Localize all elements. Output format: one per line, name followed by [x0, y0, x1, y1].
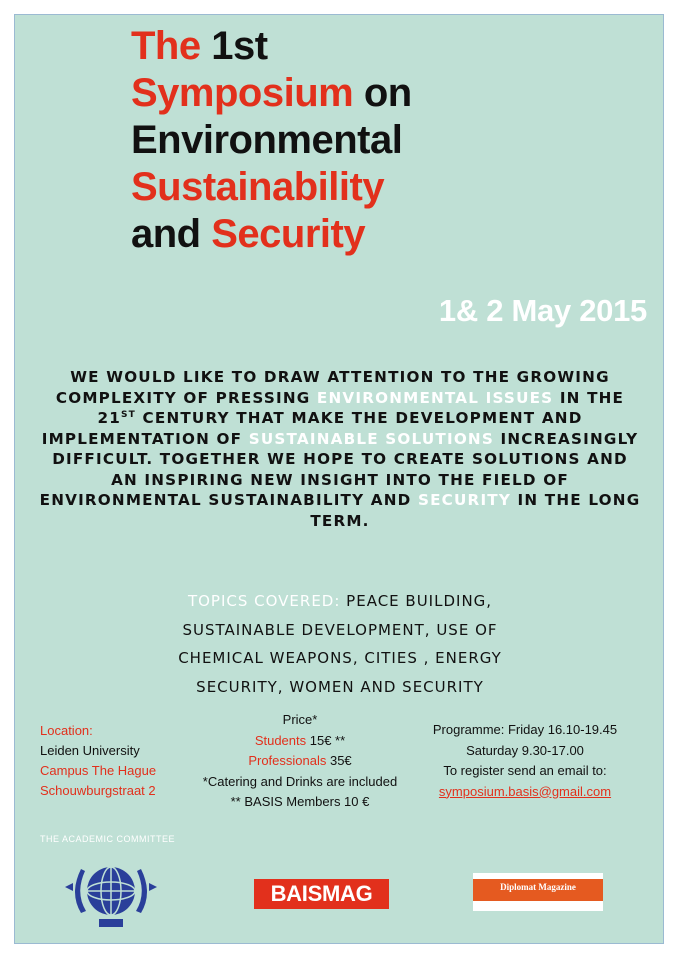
diplomat-magazine-logo	[473, 873, 603, 911]
location-university: Leiden University	[40, 743, 140, 758]
price-students: Students 15€ **	[254, 732, 346, 748]
location-address: Schouwburgstraat 2	[40, 783, 156, 798]
basis-globe-laurel-icon	[59, 853, 163, 931]
price-block	[195, 710, 405, 813]
location-label: Location:	[40, 723, 93, 738]
academic-committee-label: THE ACADEMIC COMMITTEE	[40, 834, 176, 844]
programme-block	[405, 720, 645, 802]
title-line-1: The 1st	[131, 24, 268, 68]
register-email-link[interactable]: symposium.basis@gmail.com	[438, 783, 612, 799]
poster-title	[131, 23, 412, 258]
programme-friday: Programme: Friday 16.10-19.45	[432, 722, 618, 737]
topics-covered: TOPICS COVERED: PEACE BUILDING, SUSTAINABLE DEVELOPMENT, USE OF CHEMICAL WEAPONS, CITIES , ENERGY SECURITY, WOMEN AND SECURITY	[178, 592, 502, 696]
intro-paragraph: WE WOULD LIKE TO DRAW ATTENTION TO THE GROWING COMPLEXITY OF PRESSING ENVIRONMENTAL ISSUES IN THE 21ST CENTURY THAT MAKE THE DEVELOPMENT AND IMPLEMENTATION OF SUSTAINABLE SOLUTIONS INCREASINGLY DIFFICULT. TOGETHER WE HOPE TO CREATE SOLUTIONS AND AN INSPIRING NEW INSIGHT INTO THE FIELD OF ENVIRONMENTAL SUSTAINABILITY AND SECURITY IN THE LONG TERM.	[39, 368, 641, 530]
title-line-4: Sustainability	[131, 165, 385, 209]
diplomat-logo-name: Diplomat Magazine	[500, 882, 576, 892]
register-instruction: To register send an email to:	[443, 763, 607, 778]
programme-saturday: Saturday 9.30-17.00	[466, 742, 584, 758]
event-date: 1& 2 May 2015	[438, 293, 647, 328]
title-line-5: and Security	[131, 212, 366, 256]
location-campus: Campus The Hague	[40, 763, 157, 778]
highlight-environmental-issues: ENVIRONMENTAL ISSUES	[316, 388, 554, 407]
price-note-catering: *Catering and Drinks are included	[202, 773, 398, 789]
price-professionals: Professionals 35€	[248, 753, 352, 768]
location-block	[40, 721, 156, 801]
price-heading: Price*	[282, 712, 318, 727]
topics-label: TOPICS COVERED:	[187, 592, 341, 610]
highlight-sustainable-solutions: SUSTAINABLE SOLUTIONS	[248, 429, 494, 448]
title-line-2: Symposium on	[131, 71, 412, 115]
title-line-3: Environmental	[131, 118, 403, 162]
highlight-security: SECURITY	[417, 491, 512, 509]
baismag-logo: BAISMAG	[254, 879, 389, 909]
price-note-members: ** BASIS Members 10 €	[230, 794, 370, 809]
poster	[14, 14, 664, 944]
